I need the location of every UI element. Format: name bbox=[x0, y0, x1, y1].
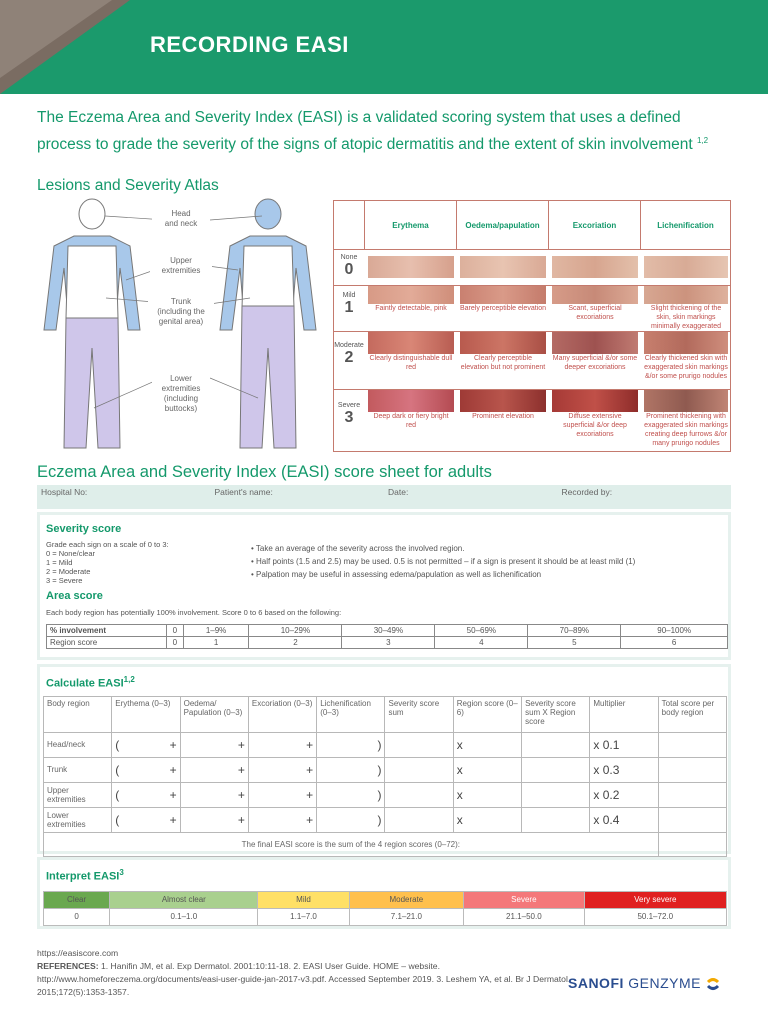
excoriation-input[interactable]: + bbox=[248, 782, 316, 807]
atlas-caption: Scant, superficial excoriations bbox=[568, 305, 622, 321]
multiplier: x 0.4 bbox=[590, 807, 658, 832]
multiplier: x 0.1 bbox=[590, 732, 658, 757]
area-cell: 10–29% bbox=[249, 625, 342, 637]
atlas-caption: Diffuse extensive superficial &/or deep excoriations bbox=[563, 413, 627, 438]
total-input[interactable] bbox=[658, 807, 726, 832]
severity-bullet: • Half points (1.5 and 2.5) may be used. 0.5 is not permitted – if a sign is present it should be at least mild (1) bbox=[251, 557, 636, 566]
atlas-image bbox=[368, 332, 454, 354]
region-score-input[interactable]: x bbox=[453, 757, 521, 782]
region-label: Lower extremities bbox=[44, 807, 112, 832]
interpret-label: Severe bbox=[464, 891, 584, 908]
area-row-involvement bbox=[47, 625, 728, 637]
area-row-region-score bbox=[47, 637, 728, 649]
interpret-label-row bbox=[44, 891, 727, 908]
area-cell: 70–89% bbox=[528, 625, 621, 637]
calc-header-row bbox=[44, 696, 727, 732]
severity-label: Mild bbox=[342, 292, 356, 299]
severity-sum-input[interactable] bbox=[385, 807, 453, 832]
atlas-image bbox=[644, 286, 728, 304]
region-score-input[interactable]: x bbox=[453, 807, 521, 832]
area-cell: 5 bbox=[528, 637, 621, 649]
oedema-input[interactable]: + bbox=[180, 782, 248, 807]
area-cell: 50–69% bbox=[435, 625, 528, 637]
region-label: Upper extremities bbox=[44, 782, 112, 807]
callout-upper: Upper extremities bbox=[150, 256, 212, 276]
interpret-range: 21.1–50.0 bbox=[464, 908, 584, 925]
total-input[interactable] bbox=[658, 782, 726, 807]
area-cell: 30–49% bbox=[342, 625, 435, 637]
calc-header: Excoriation (0–3) bbox=[248, 696, 316, 732]
hospital-no-field[interactable]: Hospital No: bbox=[41, 487, 88, 497]
interpret-label: Clear bbox=[44, 891, 110, 908]
excoriation-input[interactable]: + bbox=[248, 757, 316, 782]
area-cell: 1–9% bbox=[183, 625, 249, 637]
severity-sum-input[interactable] bbox=[385, 732, 453, 757]
atlas-image bbox=[644, 332, 728, 354]
calc-row-upper bbox=[44, 782, 727, 807]
atlas-row-severe bbox=[334, 389, 730, 451]
excoriation-input[interactable]: + bbox=[248, 807, 316, 832]
calc-row-lower bbox=[44, 807, 727, 832]
calculate-title: Calculate EASI$^{1,2}$ bbox=[46, 675, 135, 690]
severity-label: Severe bbox=[337, 402, 361, 409]
area-table bbox=[46, 624, 728, 649]
calc-header: Body region bbox=[44, 696, 112, 732]
total-input[interactable] bbox=[658, 757, 726, 782]
atlas-image bbox=[368, 286, 454, 304]
calc-row-head-neck bbox=[44, 732, 727, 757]
severity-sum-input[interactable] bbox=[385, 757, 453, 782]
erythema-input[interactable]: ( + bbox=[112, 757, 180, 782]
severity-atlas bbox=[333, 200, 731, 452]
atlas-title: Lesions and Severity Atlas bbox=[37, 177, 219, 194]
interpret-title: Interpret EASI$^3$ bbox=[46, 868, 124, 883]
severity-score-title: Severity score bbox=[46, 523, 122, 535]
severity-label: Moderate bbox=[334, 342, 364, 349]
references: https://easiscore.com REFERENCES: 1. Hanifin JM, et al. Exp Dermatol. 2001:10:11-18. 2. EASI User Guide. HOME – website. http://www.homeforeczema.org/documents/easi-user-guide-jan-2017-v3.pdf. Accessed September 2019. 3. Leshem YA, et al. Br J Dermatol. 2015;172(5):1353-1357. bbox=[37, 947, 737, 999]
erythema-input[interactable]: ( + bbox=[112, 732, 180, 757]
area-cell: 2 bbox=[249, 637, 342, 649]
calc-row-trunk bbox=[44, 757, 727, 782]
severity-bullet: • Take an average of the severity across the involved region. bbox=[251, 544, 465, 553]
final-score-input[interactable] bbox=[658, 832, 726, 856]
interpret-label: Moderate bbox=[349, 891, 464, 908]
calc-header: Total score per body region bbox=[658, 696, 726, 732]
interpret-table bbox=[43, 891, 727, 926]
atlas-row-moderate bbox=[334, 331, 730, 389]
oedema-input[interactable]: + bbox=[180, 757, 248, 782]
patient-name-field[interactable]: Patient's name: bbox=[214, 487, 273, 497]
area-cell: 90–100% bbox=[621, 625, 728, 637]
interpret-label: Almost clear bbox=[110, 891, 258, 908]
multiplier: x 0.3 bbox=[590, 757, 658, 782]
area-cell: 1 bbox=[183, 637, 249, 649]
sanofi-genzyme-logo: SANOFI GENZYME bbox=[568, 975, 721, 992]
atlas-image bbox=[552, 390, 638, 412]
atlas-caption: Barely perceptible elevation bbox=[460, 305, 546, 312]
atlas-row-mild bbox=[334, 285, 730, 331]
oedema-input[interactable]: + bbox=[180, 807, 248, 832]
severity-number: 2 bbox=[344, 349, 354, 366]
atlas-image bbox=[460, 390, 546, 412]
atlas-caption: Many superficial &/or some deeper excoriations bbox=[552, 355, 638, 371]
atlas-image bbox=[460, 286, 546, 304]
severity-number: 1 bbox=[344, 299, 354, 316]
erythema-input[interactable]: ( + bbox=[112, 782, 180, 807]
area-intro: Each body region has potentially 100% involvement. Score 0 to 6 based on the following: bbox=[46, 608, 342, 617]
logo-swirl-icon bbox=[705, 976, 721, 992]
atlas-image bbox=[552, 332, 638, 354]
lichenification-input[interactable]: ) bbox=[317, 732, 385, 757]
final-score-label: The final EASI score is the sum of the 4 region scores (0–72): bbox=[44, 832, 659, 856]
callout-trunk: Trunk (including the genital area) bbox=[148, 297, 214, 327]
atlas-image bbox=[368, 390, 454, 412]
interpret-range: 1.1–7.0 bbox=[258, 908, 349, 925]
calc-header: Erythema (0–3) bbox=[112, 696, 180, 732]
atlas-col-erythema: Erythema bbox=[364, 201, 456, 249]
calc-header: Severity score sum bbox=[385, 696, 453, 732]
oedema-input[interactable]: + bbox=[180, 732, 248, 757]
atlas-image bbox=[460, 332, 546, 354]
area-score-title: Area score bbox=[46, 590, 103, 602]
interpret-range-row bbox=[44, 908, 727, 925]
page-title: RECORDING EASI bbox=[150, 32, 349, 57]
atlas-col-lichenification: Lichenification bbox=[640, 201, 730, 249]
date-field[interactable]: Date: bbox=[388, 487, 409, 497]
severity-area-panel bbox=[37, 512, 731, 660]
product-input[interactable] bbox=[522, 732, 590, 757]
header-banner bbox=[0, 0, 768, 94]
calc-header: Lichenification (0–3) bbox=[317, 696, 385, 732]
atlas-image bbox=[552, 286, 638, 304]
calculate-table bbox=[43, 696, 727, 857]
calc-header: Severity score sum X Region score bbox=[522, 696, 590, 732]
calculate-panel bbox=[37, 664, 731, 854]
atlas-image bbox=[368, 256, 454, 278]
total-input[interactable] bbox=[658, 732, 726, 757]
scale-item: 2 = Moderate bbox=[46, 567, 91, 576]
scale-item: 3 = Severe bbox=[46, 576, 83, 585]
area-cell: 0 bbox=[167, 625, 184, 637]
atlas-image bbox=[460, 256, 546, 278]
region-label: Head/neck bbox=[44, 732, 112, 757]
interpret-panel bbox=[37, 857, 731, 929]
severity-label: None bbox=[340, 254, 358, 261]
area-cell: % involvement bbox=[47, 625, 167, 637]
area-cell: 4 bbox=[435, 637, 528, 649]
banner-corner-light bbox=[0, 0, 112, 78]
patient-info-bar bbox=[37, 485, 731, 509]
atlas-caption: Clearly thickened skin with exaggerated skin markings &/or some prurigo nodules bbox=[644, 355, 728, 380]
scale-item: 1 = Mild bbox=[46, 558, 73, 567]
area-cell: Region score bbox=[47, 637, 167, 649]
severity-bullet: • Palpation may be useful in assessing edema/papulation as well as lichenification bbox=[251, 570, 542, 579]
callout-head: Head and neck bbox=[152, 209, 210, 229]
easi-url-link[interactable]: https://easiscore.com bbox=[37, 948, 119, 958]
atlas-image bbox=[644, 390, 728, 412]
atlas-caption: Clearly distinguishable dull red bbox=[369, 355, 453, 371]
score-sheet-title: Eczema Area and Severity Index (EASI) score sheet for adults bbox=[37, 463, 492, 481]
atlas-caption: Deep dark or fiery bright red bbox=[373, 413, 449, 429]
back-figure bbox=[220, 199, 316, 448]
region-score-input[interactable]: x bbox=[453, 782, 521, 807]
atlas-caption: Prominent thickening with exaggerated skin markings creating deep furrows &/or many prurigo nodules bbox=[644, 413, 728, 447]
excoriation-input[interactable]: + bbox=[248, 732, 316, 757]
atlas-caption: Slight thickening of the skin, skin markings minimally exaggerated bbox=[650, 305, 722, 330]
calc-final-row bbox=[44, 832, 727, 856]
front-figure bbox=[44, 199, 140, 448]
region-label: Trunk bbox=[44, 757, 112, 782]
recorded-by-field[interactable]: Recorded by: bbox=[561, 487, 613, 497]
interpret-range: 0 bbox=[44, 908, 110, 925]
atlas-row-none bbox=[334, 249, 730, 285]
callout-lower: Lower extremities (including buttocks) bbox=[152, 374, 210, 414]
atlas-image bbox=[552, 256, 638, 278]
severity-number: 3 bbox=[344, 409, 354, 426]
interpret-range: 7.1–21.0 bbox=[349, 908, 464, 925]
area-cell: 6 bbox=[621, 637, 728, 649]
atlas-image bbox=[644, 256, 728, 278]
lichenification-input[interactable]: ) bbox=[317, 807, 385, 832]
lichenification-input[interactable]: ) bbox=[317, 782, 385, 807]
atlas-caption: Clearly perceptible elevation but not prominent bbox=[460, 355, 546, 371]
area-cell: 3 bbox=[342, 637, 435, 649]
erythema-input[interactable]: ( + bbox=[112, 807, 180, 832]
calc-header: Multiplier bbox=[590, 696, 658, 732]
interpret-range: 50.1–72.0 bbox=[584, 908, 726, 925]
intro-paragraph: The Eczema Area and Severity Index (EASI) is a validated scoring system that uses a defined process to grade the severity of the signs of atopic dermatitis and the extent of skin involvement $^{1,2}$ bbox=[37, 109, 709, 154]
severity-number: 0 bbox=[344, 261, 354, 278]
body-diagram bbox=[30, 198, 330, 458]
severity-intro: Grade each sign on a scale of 0 to 3: bbox=[46, 540, 169, 549]
region-score-input[interactable]: x bbox=[453, 732, 521, 757]
multiplier: x 0.2 bbox=[590, 782, 658, 807]
atlas-caption: Prominent elevation bbox=[472, 413, 534, 420]
atlas-caption: Faintly detectable, pink bbox=[375, 305, 447, 312]
product-input[interactable] bbox=[522, 757, 590, 782]
lichenification-input[interactable]: ) bbox=[317, 757, 385, 782]
product-input[interactable] bbox=[522, 807, 590, 832]
area-cell: 0 bbox=[167, 637, 184, 649]
interpret-range: 0.1–1.0 bbox=[110, 908, 258, 925]
scale-item: 0 = None/clear bbox=[46, 549, 95, 558]
interpret-label: Very severe bbox=[584, 891, 726, 908]
severity-sum-input[interactable] bbox=[385, 782, 453, 807]
product-input[interactable] bbox=[522, 782, 590, 807]
calc-header: Region score (0–6) bbox=[453, 696, 521, 732]
atlas-col-excoriation: Excoriation bbox=[548, 201, 640, 249]
interpret-label: Mild bbox=[258, 891, 349, 908]
calc-header: Oedema/ Papulation (0–3) bbox=[180, 696, 248, 732]
atlas-col-oedema: Oedema/papulation bbox=[456, 201, 548, 249]
